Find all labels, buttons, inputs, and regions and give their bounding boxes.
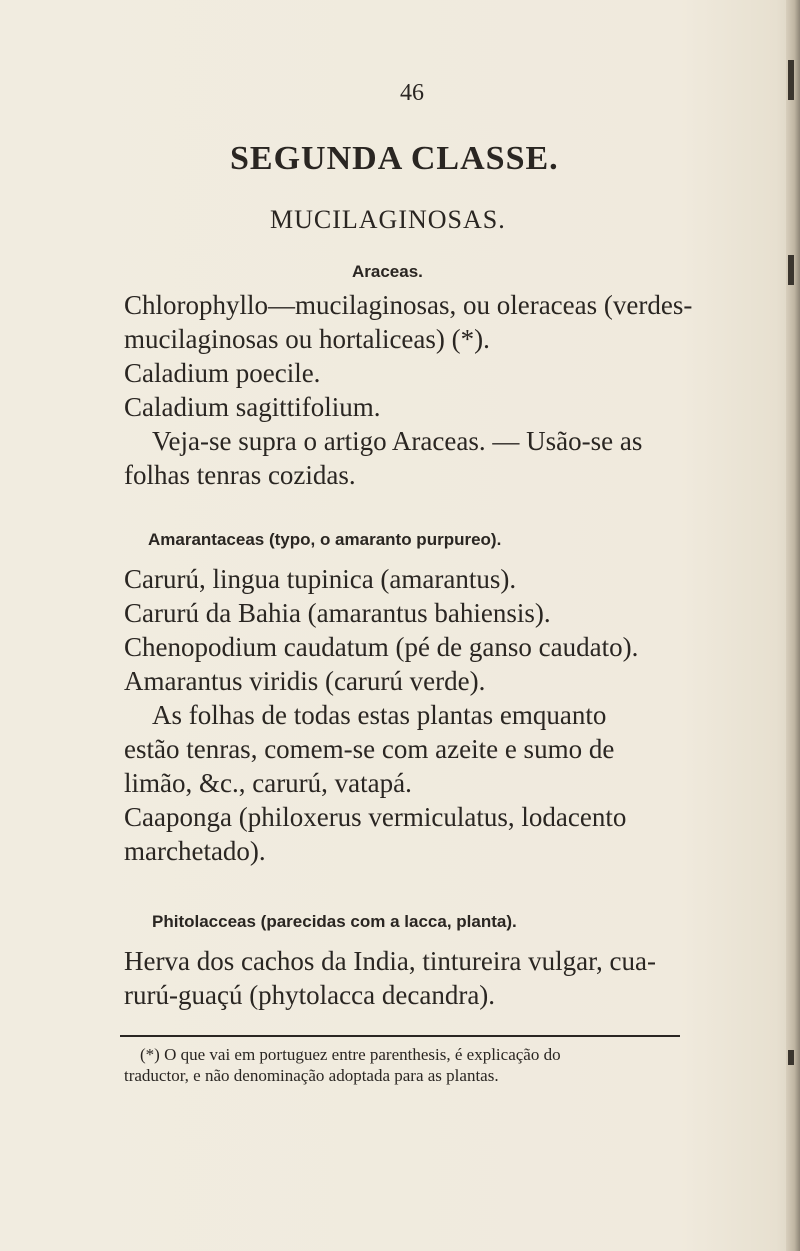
text-line: Chenopodium caudatum (pé de ganso caudato). bbox=[124, 632, 639, 662]
text-line: limão, &c., carurú, vatapá. bbox=[124, 768, 412, 798]
section-title-phitolacceas: Phitolacceas (parecidas com a lacca, planta). bbox=[152, 912, 517, 931]
section-title-amarantaceas: Amarantaceas (typo, o amaranto purpureo). bbox=[148, 530, 502, 549]
edge-mark bbox=[788, 255, 794, 285]
text-line: rurú-guaçú (phytolacca decandra). bbox=[124, 980, 496, 1010]
text-line: mucilaginosas ou hortaliceas) (*). bbox=[124, 324, 490, 354]
text-line: folhas tenras cozidas. bbox=[124, 460, 356, 490]
text-line: Carurú da Bahia (amarantus bahiensis). bbox=[124, 598, 551, 628]
footnote-rule bbox=[120, 1035, 680, 1037]
page-edge bbox=[786, 0, 800, 1251]
text-line: Herva dos cachos da India, tintureira vulgar, cua- bbox=[124, 946, 656, 976]
text-line: Chlorophyllo—mucilaginosas, ou oleraceas (verdes- bbox=[124, 290, 693, 320]
edge-mark bbox=[788, 60, 794, 100]
text-line: marchetado). bbox=[124, 836, 266, 866]
chapter-subheading: MUCILAGINOSAS. bbox=[270, 205, 506, 234]
section-title-araceas: Araceas. bbox=[352, 262, 423, 281]
page-number: 46 bbox=[400, 80, 424, 106]
text-line: Caaponga (philoxerus vermiculatus, lodacento bbox=[124, 802, 627, 832]
footnote-line: traductor, e não denominação adoptada para as plantas. bbox=[124, 1066, 499, 1085]
text-line: Amarantus viridis (carurú verde). bbox=[124, 666, 486, 696]
text-line: Veja-se supra o artigo Araceas. — Usão-se as bbox=[152, 426, 643, 456]
text-line: Carurú, lingua tupinica (amarantus). bbox=[124, 564, 517, 594]
text-line: Caladium poecile. bbox=[124, 358, 321, 388]
footnote-line: (*) O que vai em portuguez entre parenthesis, é explicação do bbox=[140, 1045, 561, 1064]
text-line: Caladium sagittifolium. bbox=[124, 392, 381, 422]
edge-mark bbox=[788, 1050, 794, 1065]
chapter-heading: SEGUNDA CLASSE. bbox=[230, 140, 559, 177]
text-line: estão tenras, comem-se com azeite e sumo de bbox=[124, 734, 615, 764]
text-line: As folhas de todas estas plantas emquanto bbox=[152, 700, 607, 730]
